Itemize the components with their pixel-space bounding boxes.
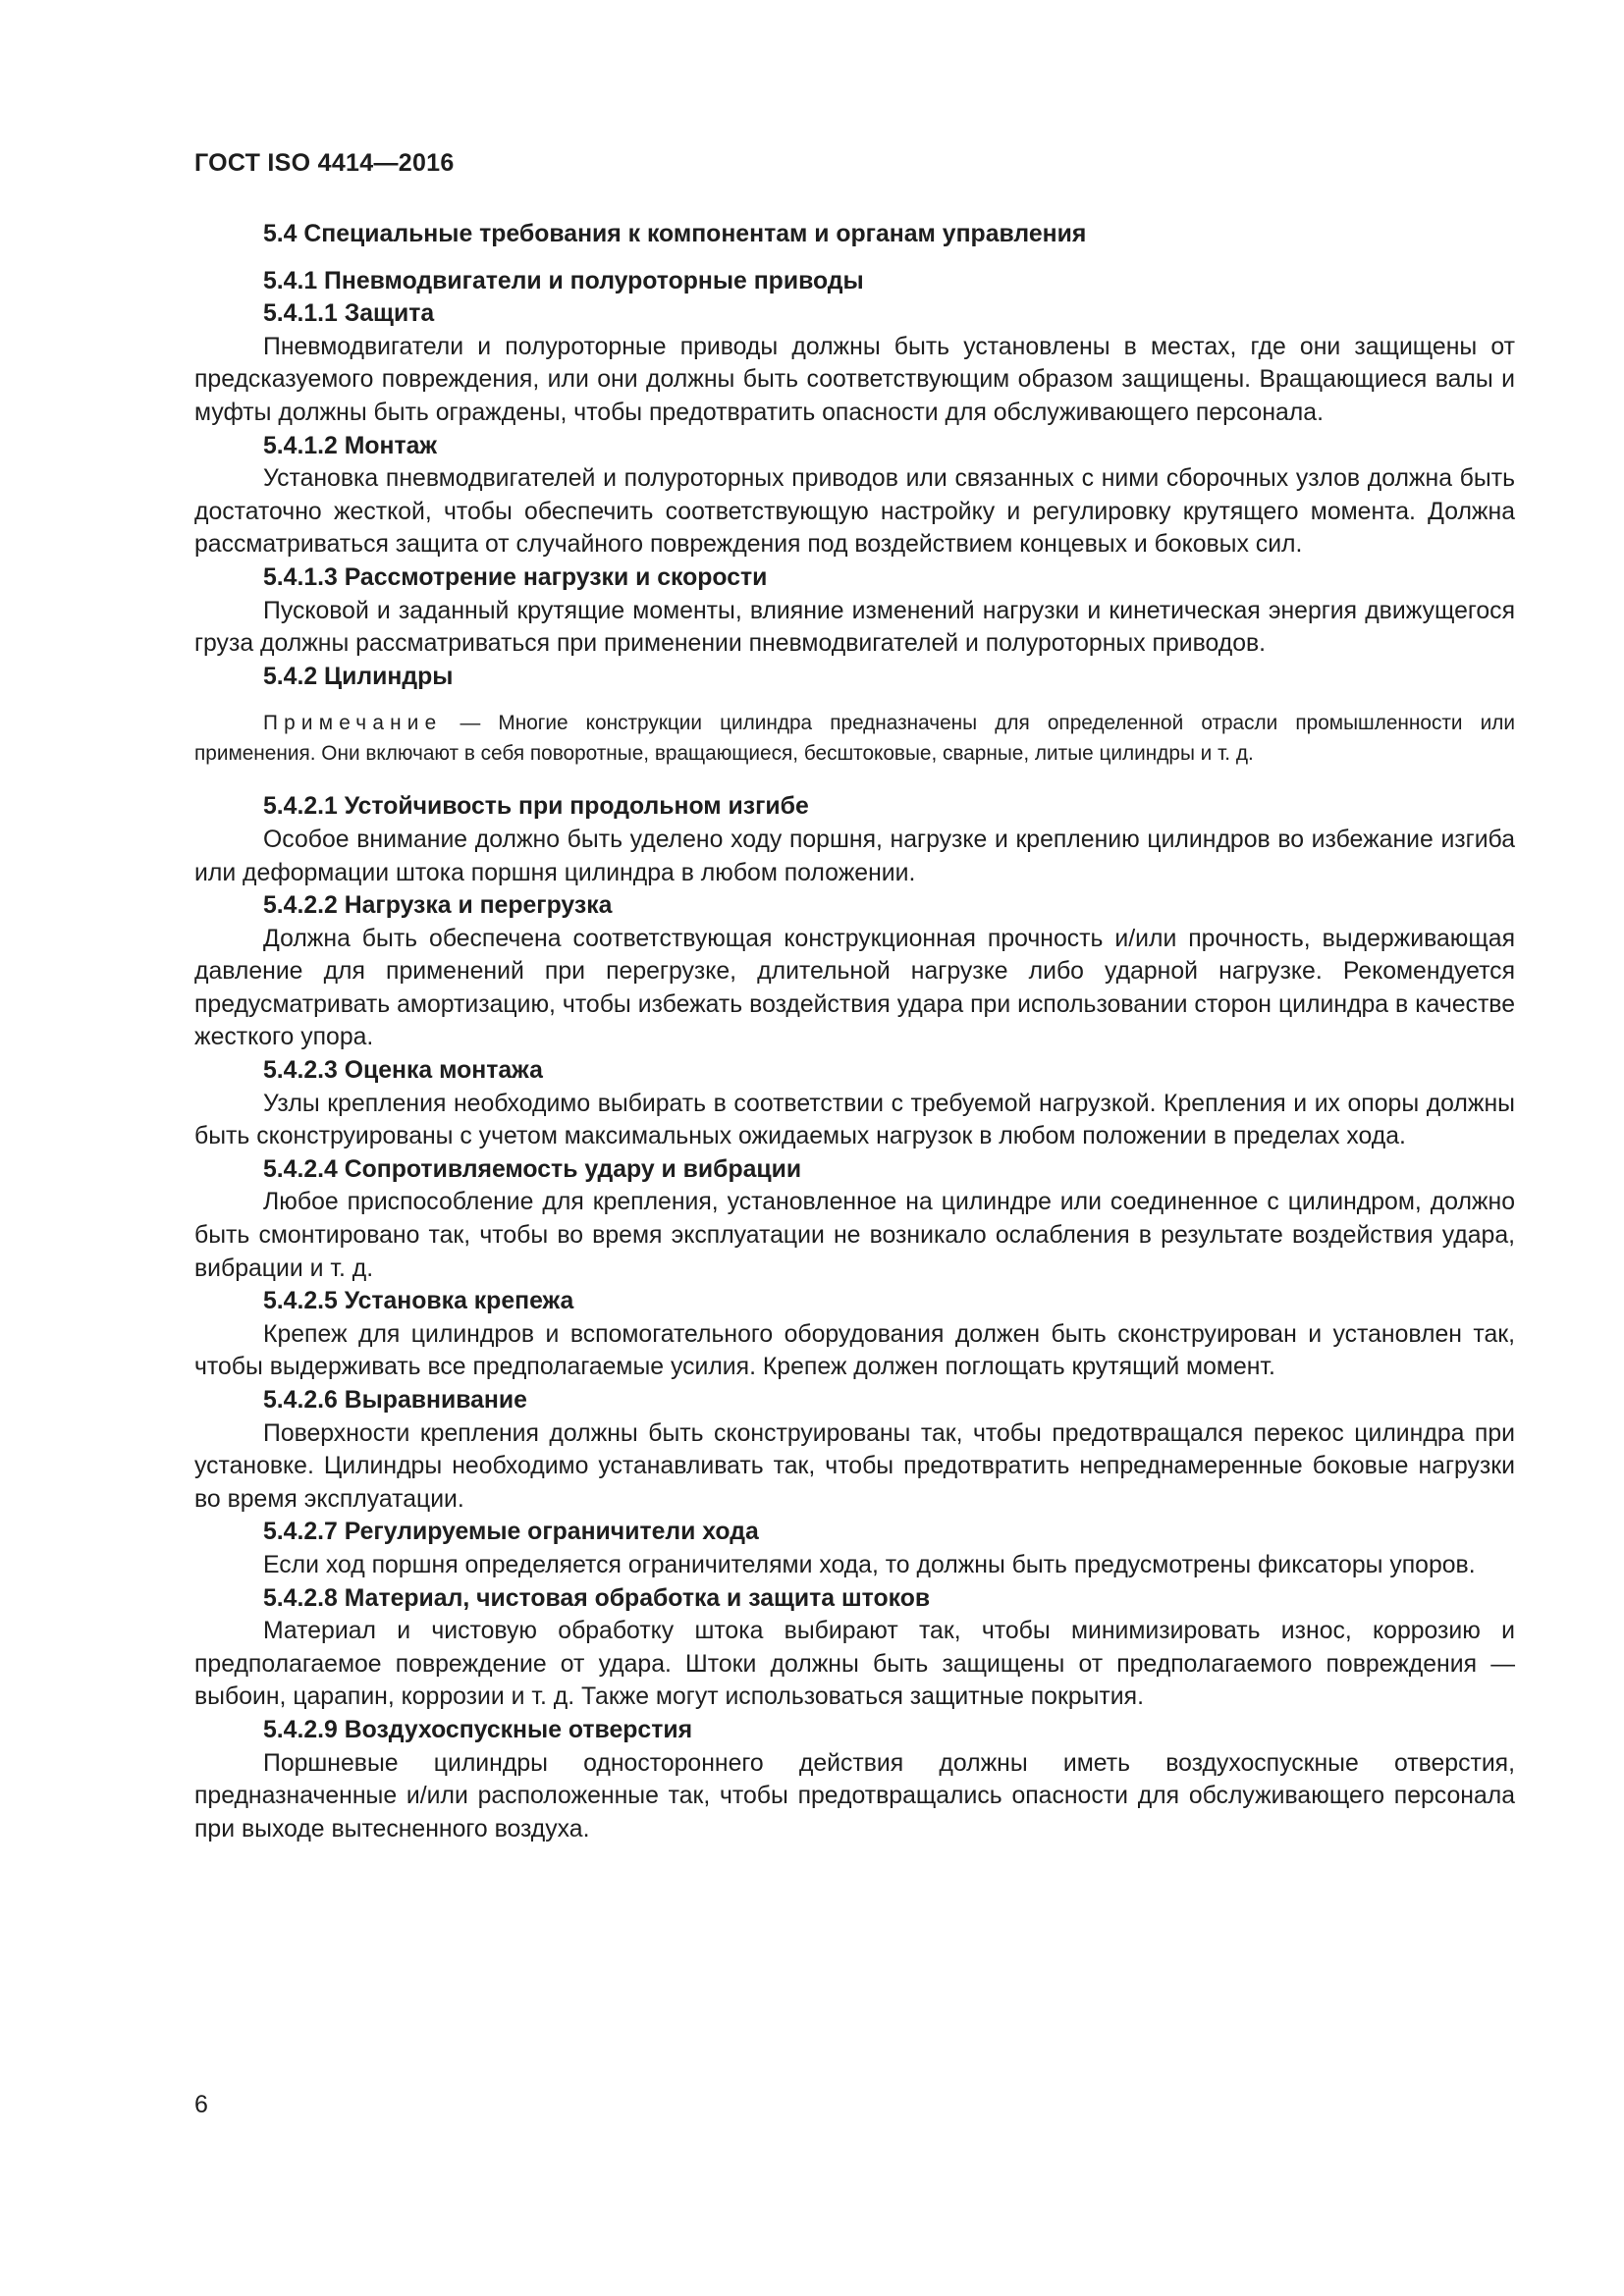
paragraph-5-4-2-6: Поверхности крепления должны быть сконструированы так, чтобы предотвращался перекос цилиндра при установке. Цилиндры необходимо устанавливать так, чтобы предотвратить непреднамеренные боковые нагрузки во время эксплуатации. (194, 1419, 1515, 1513)
paragraph-5-4-2-3: Узлы крепления необходимо выбирать в соответствии с требуемой нагрузкой. Крепления и их опоры должны быть сконструированы с учетом максимальных ожидаемых нагрузок в любом положении в пределах хода. (194, 1090, 1515, 1150)
section-heading-5-4-2-6: 5.4.2.6 Выравнивание (263, 1387, 527, 1414)
document-body (194, 218, 1515, 1845)
paragraph-5-4-2-8: Материал и чистовую обработку штока выбирают так, чтобы минимизировать износ, коррозию и предполагаемое повреждение от удара. Штоки должны быть защищены от предполагаемого повреждения — выбоин, царапин, коррозии и т. д. Также могут использоваться защитные покрытия. (194, 1618, 1515, 1711)
paragraph-5-4-1-1: Пневмодвигатели и полуроторные приводы должны быть установлены в местах, где они защищены от предсказуемого повреждения, или они должны быть соответствующим образом защищены. Вращающиеся валы и муфты должны быть ограждены, чтобы предотвратить опасности для обслуживающего персонала. (194, 333, 1515, 426)
paragraph-5-4-2-4: Любое приспособление для крепления, установленное на цилиндре или соединенное с цилиндром, должно быть смонтировано так, чтобы во время эксплуатации не возникало ослабления в результате воздействия удара, вибрации и т. д. (194, 1189, 1515, 1282)
section-heading-5-4-2-3: 5.4.2.3 Оценка монтажа (263, 1057, 543, 1085)
paragraph-5-4-1-2: Установка пневмодвигателей и полуроторных приводов или связанных с ними сборочных узлов должна быть достаточно жесткой, чтобы обеспечить соответствующую настройку и регулировку крутящего момента. Должна рассматриваться защита от случайного повреждения под воздействием концевых и боковых сил. (194, 465, 1515, 559)
note-label: Примечание (263, 712, 443, 735)
paragraph-5-4-2-1: Особое внимание должно быть уделено ходу поршня, нагрузке и креплению цилиндров во избежание изгиба или деформации штока поршня цилиндра в любом положении. (194, 826, 1515, 886)
section-heading-5-4-2-9: 5.4.2.9 Воздухоспускные отверстия (263, 1716, 693, 1743)
note (194, 709, 1515, 769)
section-heading-5-4-2-8: 5.4.2.8 Материал, чистовая обработка и защита штоков (263, 1584, 931, 1612)
section-heading-5-4: 5.4 Специальные требования к компонентам и органам управления (263, 221, 1087, 247)
page-number: 6 (194, 2091, 208, 2118)
section-heading-5-4-1-2: 5.4.1.2 Монтаж (263, 432, 438, 459)
paragraph-5-4-2-7: Если ход поршня определяется ограничителями хода, то должны быть предусмотрены фиксаторы упоров. (263, 1551, 1476, 1578)
section-heading-5-4-2-5: 5.4.2.5 Установка крепежа (263, 1288, 574, 1315)
section-heading-5-4-2-7: 5.4.2.7 Регулируемые ограничители хода (263, 1519, 759, 1546)
section-heading-5-4-2-2: 5.4.2.2 Нагрузка и перегрузка (263, 892, 613, 920)
paragraph-5-4-2-5: Крепеж для цилиндров и вспомогательного оборудования должен быть сконструирован и установлен так, чтобы выдерживать все предполагаемые усилия. Крепеж должен поглощать крутящий момент. (194, 1320, 1515, 1381)
paragraph-5-4-2-2: Должна быть обеспечена соответствующая конструкционная прочность и/или прочность, выдерживающая давление для применений при перегрузке, длительной нагрузке либо ударной нагрузке. Рекомендуется предусматривать амортизацию, чтобы избежать воздействия удара при использовании сторон цилиндра в качестве жесткого упора. (194, 925, 1515, 1051)
section-heading-5-4-2-1: 5.4.2.1 Устойчивость при продольном изгибе (263, 793, 809, 821)
document-header: ГОСТ ISO 4414—2016 (194, 149, 455, 177)
section-heading-5-4-2-4: 5.4.2.4 Сопротивляемость удару и вибрации (263, 1155, 802, 1183)
section-heading-5-4-1-1: 5.4.1.1 Защита (263, 300, 435, 328)
note-text: — Многие конструкции цилиндра предназначены для определенной отрасли промышленности или применения. Они включают в себя поворотные, вращающиеся, бесштоковые, сварные, литые цилиндры и т. д. (194, 712, 1515, 765)
section-heading-5-4-2: 5.4.2 Цилиндры (263, 663, 454, 690)
section-heading-5-4-1: 5.4.1 Пневмодвигатели и полуроторные приводы (263, 267, 864, 294)
paragraph-5-4-2-9: Поршневые цилиндры одностороннего действия должны иметь воздухоспускные отверстия, предназначенные и/или расположенные так, чтобы предотвращались опасности для обслуживающего персонала при выходе вытесненного воздуха. (194, 1749, 1515, 1842)
paragraph-5-4-1-3: Пусковой и заданный крутящие моменты, влияние изменений нагрузки и кинетическая энергия движущегося груза должны рассматриваться при применении пневмодвигателей и полуроторных приводов. (194, 597, 1515, 658)
section-heading-5-4-1-3: 5.4.1.3 Рассмотрение нагрузки и скорости (263, 563, 768, 591)
